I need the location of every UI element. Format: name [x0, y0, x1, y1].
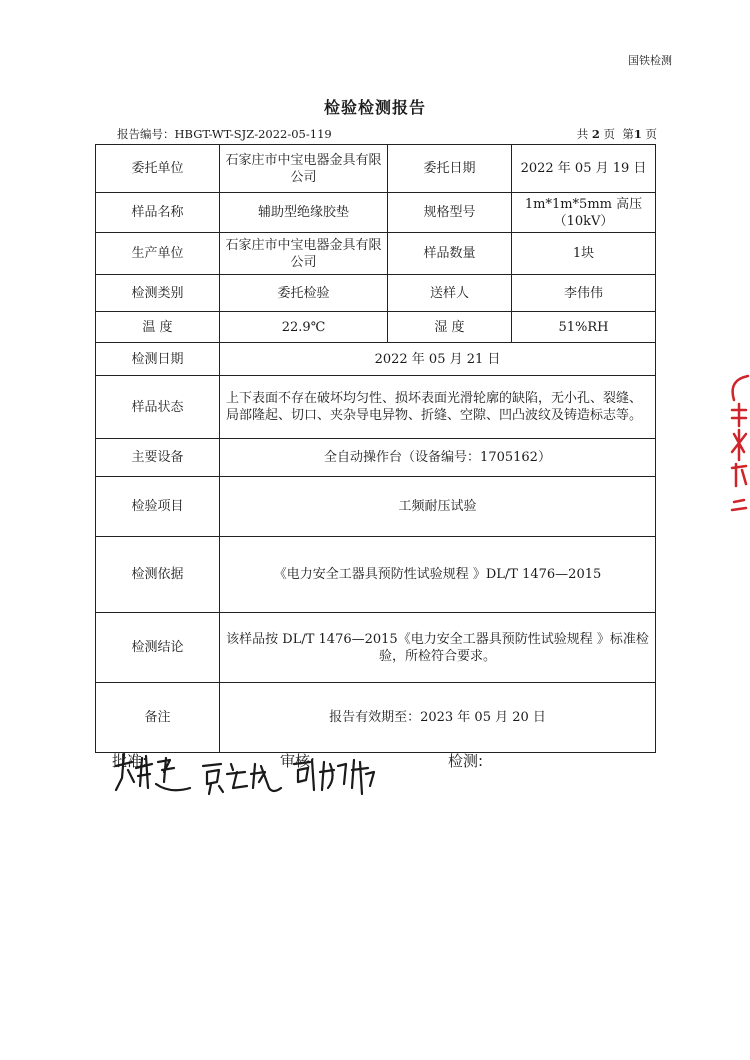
review-signature — [199, 758, 285, 798]
client-label: 委托单位 — [96, 145, 220, 193]
brand-name: 国铁检测 — [628, 54, 672, 67]
basis-value: 《电力安全工器具预防性试验规程 》DL/T 1476—2015 — [220, 537, 656, 613]
temperature-label: 温 度 — [96, 312, 220, 343]
sample-state-value: 上下表面不存在破坏均匀性、损坏表面光滑轮廓的缺陷，无小孔、裂缝、局部隆起、切口、夹杂导电异物、折缝、空隙、凹凸波纹及铸造标志等。 — [220, 376, 656, 439]
table-row — [96, 312, 656, 343]
equipment-label: 主要设备 — [96, 439, 220, 477]
approve-label: 批准: — [112, 752, 148, 770]
category-label: 检测类别 — [96, 275, 220, 312]
table-row — [96, 193, 656, 233]
report-meta — [117, 126, 657, 142]
category-value: 委托检验 — [220, 275, 388, 312]
sender-label: 送样人 — [388, 275, 512, 312]
table-row — [96, 613, 656, 683]
table-row — [96, 537, 656, 613]
table-row — [96, 343, 656, 376]
manufacturer-label: 生产单位 — [96, 233, 220, 275]
report-number: 报告编号：HBGT-WT-SJZ-2022-05-119 — [117, 127, 332, 141]
stamp-seal-edge — [726, 370, 750, 530]
test-date-value: 2022 年 05 月 21 日 — [220, 343, 656, 376]
commission-date-value: 2022 年 05 月 19 日 — [512, 145, 656, 193]
table-row — [96, 233, 656, 275]
test-label: 检测: — [448, 752, 484, 770]
basis-label: 检测依据 — [96, 537, 220, 613]
remark-value: 报告有效期至：2023 年 05 月 20 日 — [220, 683, 656, 753]
manufacturer-value: 石家庄市中宝电器金具有限公司 — [220, 233, 388, 275]
client-value: 石家庄市中宝电器金具有限公司 — [220, 145, 388, 193]
spec-value: 1m*1m*5mm 高压（10kV） — [512, 193, 656, 233]
humidity-label: 湿 度 — [388, 312, 512, 343]
quantity-value: 1块 — [512, 233, 656, 275]
page-indicator: 共 2 页 第1 页 — [576, 127, 657, 141]
conclusion-value: 该样品按 DL/T 1476—2015《电力安全工器具预防性试验规程 》标准检验，所检符合要求。 — [220, 613, 656, 683]
humidity-value: 51%RH — [512, 312, 656, 343]
table-row — [96, 683, 656, 753]
report-table — [95, 144, 656, 753]
sender-value: 李伟伟 — [512, 275, 656, 312]
equipment-value: 全自动操作台（设备编号：1705162） — [220, 439, 656, 477]
test-date-label: 检测日期 — [96, 343, 220, 376]
sample-name-label: 样品名称 — [96, 193, 220, 233]
quantity-label: 样品数量 — [388, 233, 512, 275]
table-row — [96, 145, 656, 193]
test-item-label: 检验项目 — [96, 477, 220, 537]
commission-date-label: 委托日期 — [388, 145, 512, 193]
conclusion-label: 检测结论 — [96, 613, 220, 683]
table-row — [96, 477, 656, 537]
report-title: 检验检测报告 — [323, 98, 426, 117]
signature-row — [112, 748, 652, 798]
remark-label: 备注 — [96, 683, 220, 753]
sample-name-value: 辅助型绝缘胶垫 — [220, 193, 388, 233]
temperature-value: 22.9℃ — [220, 312, 388, 343]
test-item-value: 工频耐压试验 — [220, 477, 656, 537]
table-row — [96, 439, 656, 477]
table-row — [96, 376, 656, 439]
table-row — [96, 275, 656, 312]
spec-label: 规格型号 — [388, 193, 512, 233]
sample-state-label: 样品状态 — [96, 376, 220, 439]
review-label: 审核: — [280, 752, 316, 770]
